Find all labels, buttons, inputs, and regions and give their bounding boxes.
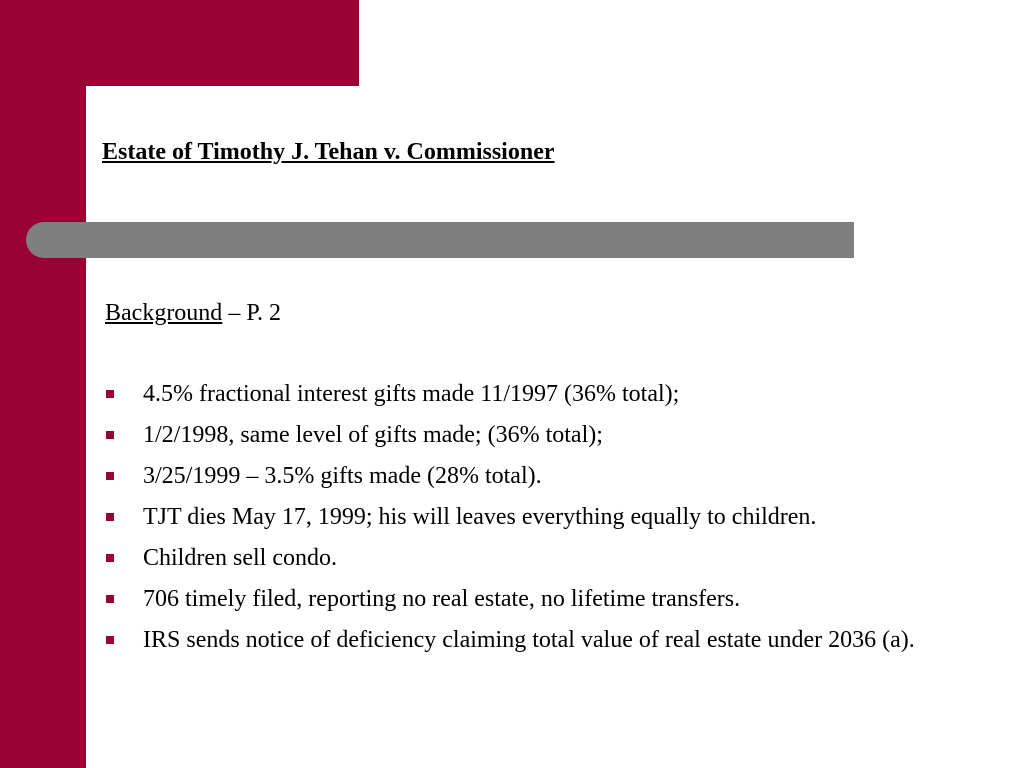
list-item — [104, 420, 954, 450]
section-heading-suffix: – P. 2 — [222, 300, 281, 326]
bullet-list — [104, 379, 954, 666]
list-item — [104, 379, 954, 409]
bullet-text: IRS sends notice of deficiency claiming total value of real estate under 2036 (a). — [143, 627, 915, 653]
slide-title: Estate of Timothy J. Tehan v. Commissioner — [102, 139, 555, 165]
title-divider-bar — [26, 222, 854, 258]
accent-left-band — [0, 0, 86, 768]
square-bullet-icon — [106, 431, 114, 439]
square-bullet-icon — [106, 472, 114, 480]
list-item — [104, 461, 954, 491]
list-item — [104, 625, 954, 655]
accent-top-band — [0, 0, 359, 86]
bullet-text: 4.5% fractional interest gifts made 11/1997 (36% total); — [143, 381, 680, 407]
bullet-text: Children sell condo. — [143, 545, 337, 571]
accent-corner-curve — [86, 86, 146, 146]
list-item — [104, 502, 954, 532]
bullet-text: 1/2/1998, same level of gifts made; (36% total); — [143, 422, 603, 448]
square-bullet-icon — [106, 513, 114, 521]
section-heading-label: Background — [105, 300, 223, 326]
square-bullet-icon — [106, 554, 114, 562]
bullet-text: 706 timely filed, reporting no real estate, no lifetime transfers. — [143, 586, 741, 612]
square-bullet-icon — [106, 595, 114, 603]
bullet-text: 3/25/1999 – 3.5% gifts made (28% total). — [143, 463, 542, 489]
section-heading — [105, 300, 281, 327]
square-bullet-icon — [106, 390, 114, 398]
bullet-text: TJT dies May 17, 1999; his will leaves everything equally to children. — [143, 504, 817, 530]
list-item — [104, 584, 954, 614]
list-item — [104, 543, 954, 573]
square-bullet-icon — [106, 636, 114, 644]
